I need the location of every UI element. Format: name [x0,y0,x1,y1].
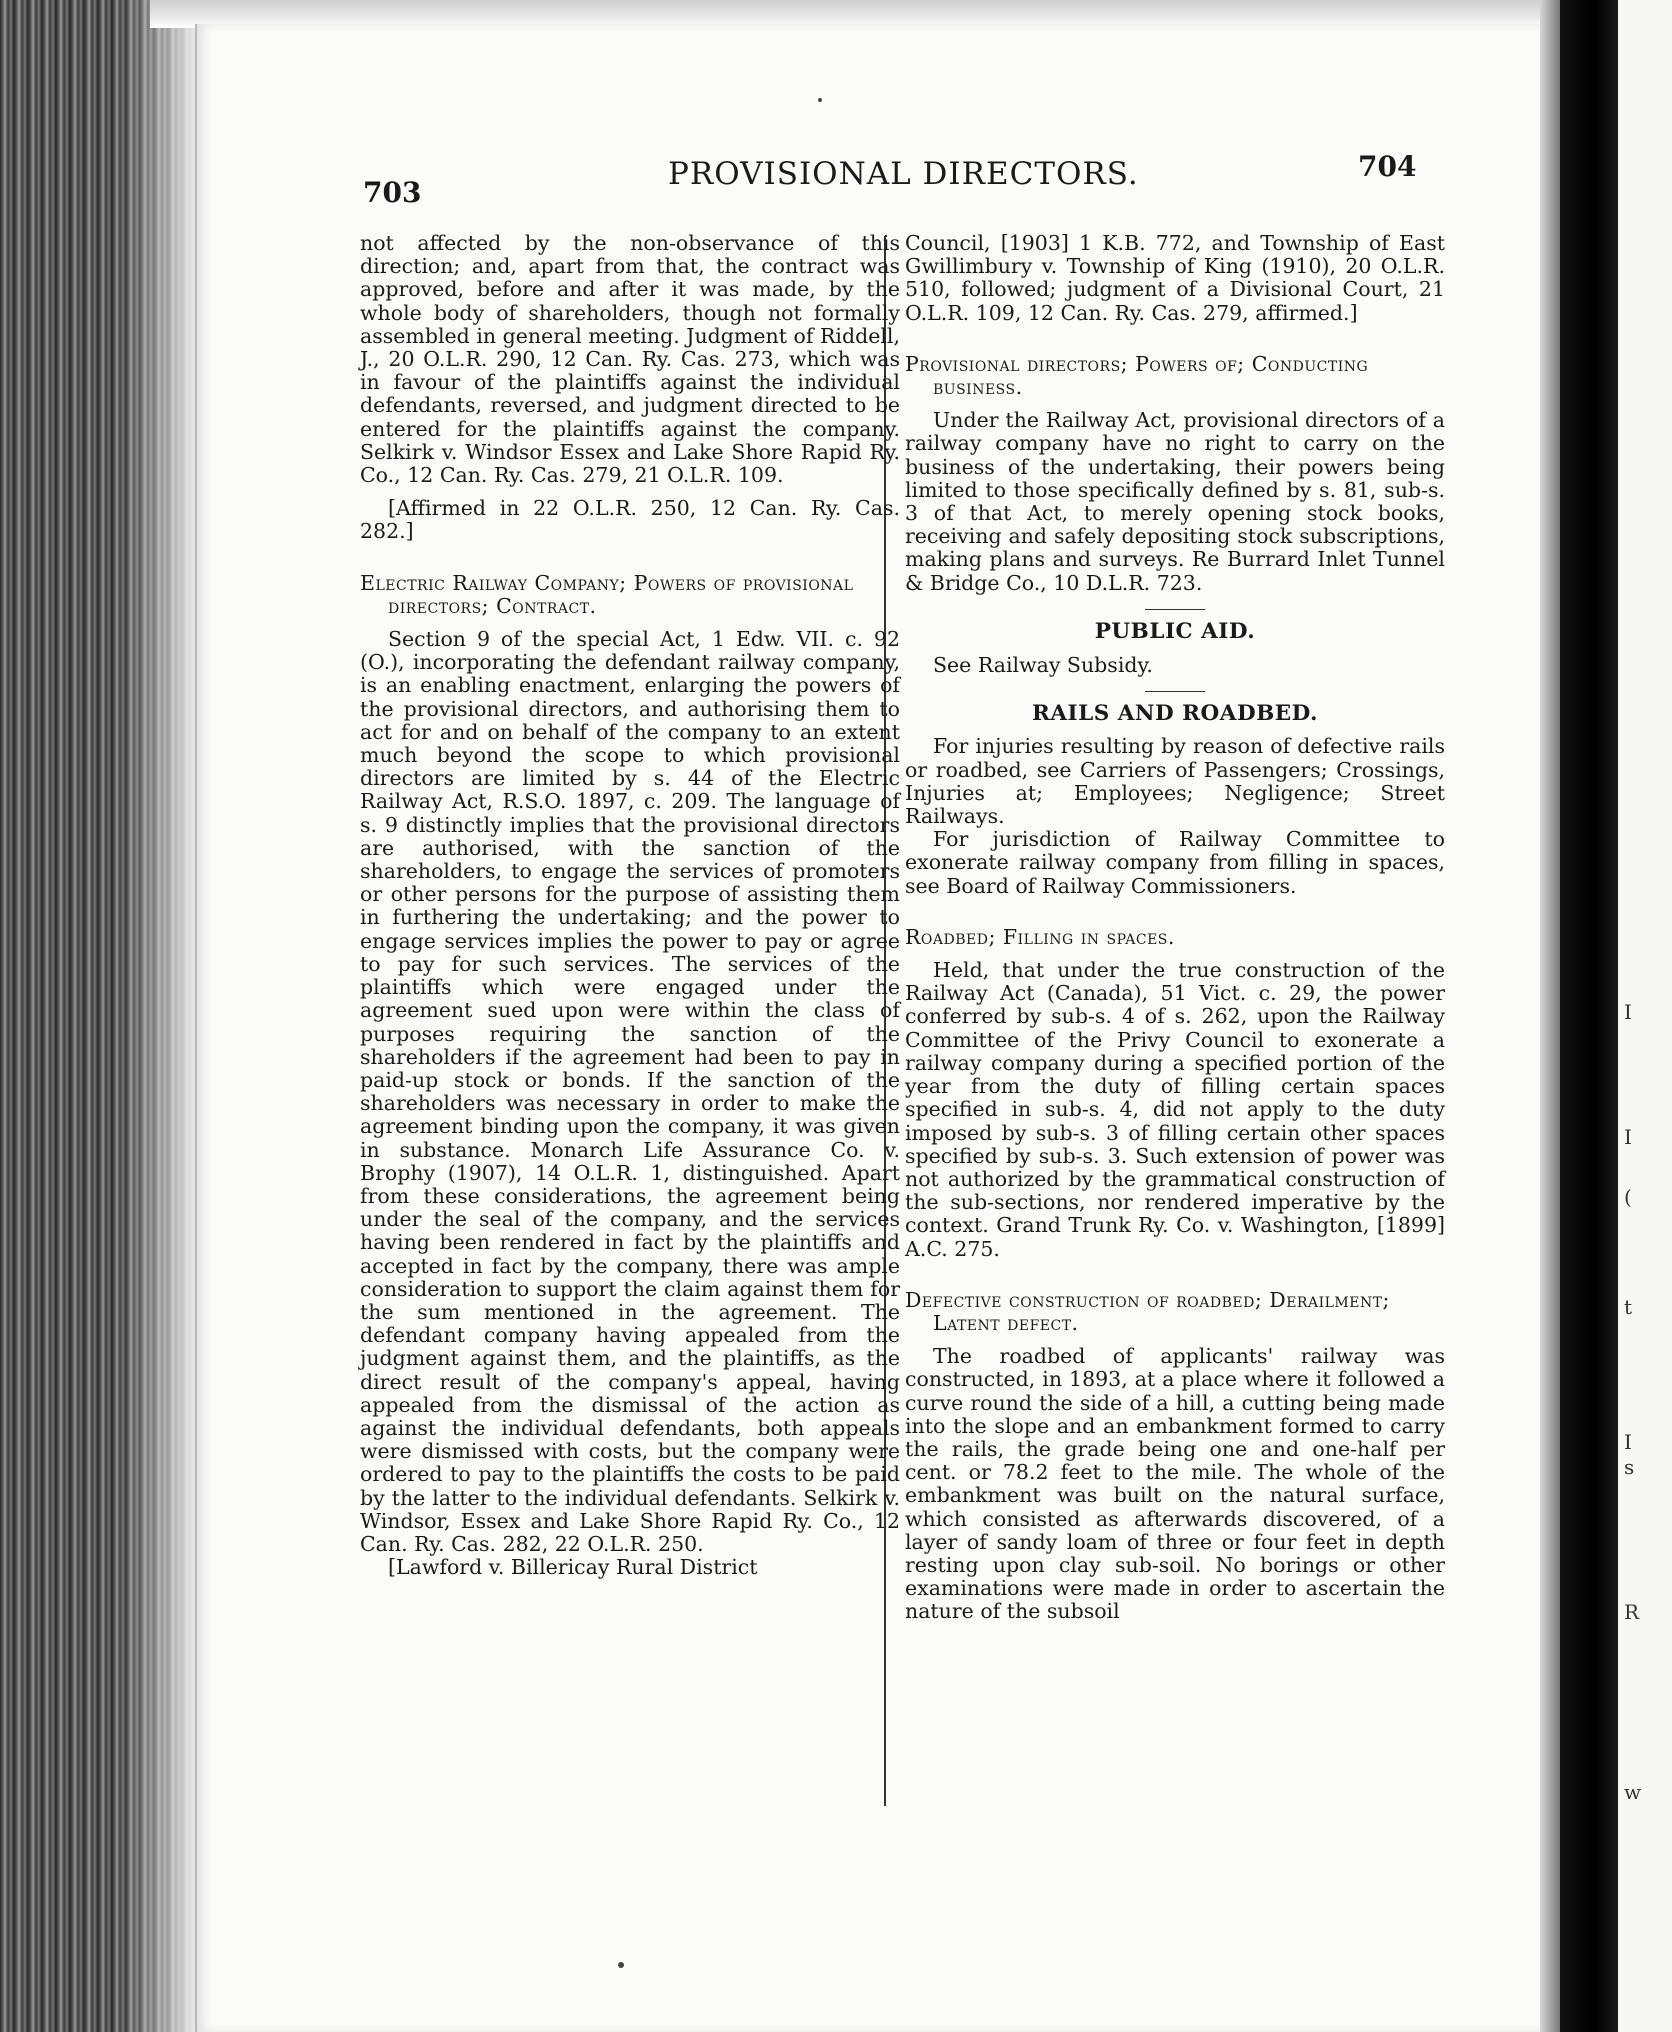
paragraph: [Lawford v. Billericay Rural District [388,1555,758,1580]
page-gutter [1540,0,1560,2032]
section-heading: Roadbed; Filling in spaces. [905,924,1175,949]
right-column [905,232,1445,1624]
page-number-left: 703 [363,176,422,209]
print-speck [818,98,822,102]
paragraph: not affected by the non-observance of this direction; and, apart from that, the contract was approved, before and after it was made, by the whole body of shareholders, though not formally assembled in general meeting. Judgment of Riddell, J., 20 O.L.R. 290, 12 Can. Ry. Cas. 273, which was in favour of the plaintiffs against the individual defendants, reversed, and judgment directed to be entered for the plaintiffs against the company. Selkirk v. Windsor Essex and Lake Shore Rapid Ry. Co., 12 Can. Ry. Cas. 279, 21 O.L.R. 109. [360,231,900,488]
section-heading: Provisional directors; Powers of; Conducting business. [905,351,1369,400]
paragraph: Held, that under the true construction of the Railway Act (Canada), 51 Vict. c. 29, the power conferred by sub-s. 4 of s. 262, upon the Railway Committee of the Privy Council to exonerate a railway company during a specified portion of the year from the duty of filling certain spaces specified in sub-s. 4, did not apply to the duty imposed by sub-s. 3 of filling certain other spaces specified by sub-s. 3. Such extension of power was not authorized by the grammatical construction of the sub-sections, nor rendered imperative by the context. Grand Trunk Ry. Co. v. Washington, [1899] A.C. 275. [905,958,1445,1261]
paragraph: The roadbed of applicants' railway was constructed, in 1893, at a place where it followed a curve round the side of a hill, a cutting being made into the slope and an embankment formed to carry the rails, the grade being one and one-half per cent. or 78.2 feet to the mile. The whole of the embankment was built on the natural surface, which consisted as afterwards discovered, of a layer of sandy loam of three or four feet in depth resting upon clay sub-soil. No borings or other examinations were made in order to ascertain the nature of the subsoil [905,1344,1445,1624]
edge-glyph: s [1624,1455,1635,1479]
edge-glyph: I [1624,1430,1632,1454]
book-spine [1560,0,1618,2032]
section-heading: Defective construction of roadbed; Derailment; Latent defect. [905,1287,1390,1335]
section-heading: Electric Railway Company; Powers of provisional directors; Contract. [360,570,854,618]
paragraph: [Affirmed in 22 O.L.R. 250, 12 Can. Ry. Cas. 282.] [360,496,900,544]
paragraph: For jurisdiction of Railway Committee to exonerate railway company from filling in spaces, see Board of Railway Commissioners. [905,827,1445,898]
section-title: RAILS AND ROADBED. [1031,701,1319,727]
adjacent-page-edge [1618,0,1672,2032]
page-header [363,150,1417,210]
book-edge-shading [120,0,200,2032]
section-rule [1145,691,1205,693]
print-speck [618,1962,624,1968]
edge-glyph: w [1624,1780,1642,1804]
edge-glyph: ( [1624,1185,1632,1209]
edge-glyph: I [1624,1000,1632,1024]
paragraph: Section 9 of the special Act, 1 Edw. VII. c. 92 (O.), incorporating the defendant railway company, is an enabling enactment, enlarging the powers of the provisional directors, and authorising them to act for and on behalf of the company to an extent much beyond the scope to which provisional directors are limited by s. 44 of the Electric Railway Act, R.S.O. 1897, c. 209. The language of s. 9 distinctly implies that the provisional directors are authorised, with the sanction of the shareholders, to engage the services of promoters or other persons for the purpose of assisting them in furthering the undertaking; and the power to engage services implies the power to pay or agree to pay for such services. The services of the plaintiffs which were engaged under the agreement sued upon were within the class of purposes requiring the sanction of the shareholders if the agreement had been to pay in paid-up stock or bonds. If the sanction of the shareholders was necessary in order to make the agreement binding upon the company, it was given in substance. Monarch Life Assurance Co. v. Brophy (1907), 14 O.L.R. 1, distinguished. Apart from these considerations, the agreement being under the seal of the company, and the services having been rendered in fact by the plaintiffs and accepted in fact by the company, there was ample consideration to support the claim against them for the sum mentioned in the agreement. The defendant company having appealed from the judgment against them, and the plaintiffs, as the direct result of the company's appeal, having appealed from the dismissal of the action as against the individual defendants, both appeals were dismissed with costs, but the company were ordered to pay to the plaintiffs the costs to be paid by the latter to the individual defendants. Selkirk v. Windsor, Essex and Lake Shore Rapid Ry. Co., 12 Can. Ry. Cas. 282, 22 O.L.R. 250. [360,627,900,1556]
edge-glyph: R [1624,1600,1640,1624]
left-column [360,232,900,1579]
paragraph: For injuries resulting by reason of defective rails or roadbed, see Carriers of Passengers; Crossings, Injuries at; Employees; Negligence; Street Railways. [905,734,1445,829]
paragraph: Under the Railway Act, provisional directors of a railway company have no right to carry on the business of the undertaking, their powers being limited to those specifically defined by s. 81, sub-s. 3 of that Act, to merely opening stock books, receiving and safely depositing stock subscriptions, making plans and surveys. Re Burrard Inlet Tunnel & Bridge Co., 10 D.L.R. 723. [905,408,1445,595]
section-title: PUBLIC AID. [1094,619,1256,645]
edge-glyph: t [1624,1295,1633,1319]
paragraph: Council, [1903] 1 K.B. 772, and Township of East Gwillimbury v. Township of King (1910), 20 O.L.R. 510, followed; judgment of a Divisional Court, 21 O.L.R. 109, 12 Can. Ry. Cas. 279, affirmed.] [905,231,1445,325]
section-rule [1145,609,1205,611]
paragraph: See Railway Subsidy. [933,652,1153,677]
running-head: PROVISIONAL DIRECTORS. [668,156,1139,192]
page-number-right: 704 [1358,150,1417,183]
edge-glyph: I [1624,1125,1632,1149]
